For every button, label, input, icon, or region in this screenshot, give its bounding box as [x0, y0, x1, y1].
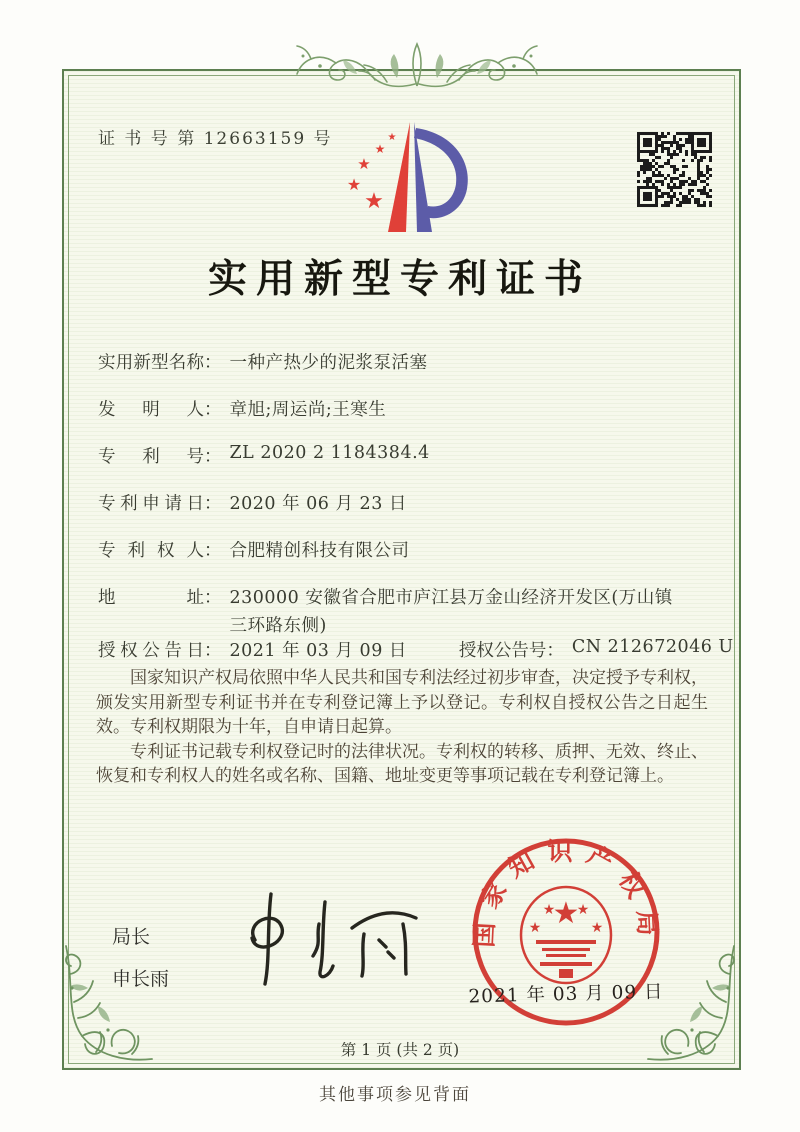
field-value: 章旭;周运尚;王寒生	[229, 400, 387, 420]
svg-text:★: ★	[542, 902, 556, 918]
top-garland-ornament	[287, 12, 547, 92]
grant-number-pair: 授权公告号： CN 212672046 U	[458, 637, 734, 661]
field-value: 合肥精创科技有限公司	[229, 541, 410, 561]
field-value: 一种产热少的泥浆泵活塞	[229, 353, 428, 373]
field-value: 2020 年 06 月 23 日	[229, 494, 407, 514]
official-seal	[456, 822, 676, 1042]
page-info: 第 1 页 (共 2 页)	[340, 1041, 460, 1059]
certificate-number: 证 书 号 第 12663159 号	[98, 129, 333, 149]
svg-text:国家知识产权局	[469, 837, 663, 948]
field-label: 发明人	[98, 400, 204, 420]
field-value: CN 212672046 U	[571, 637, 734, 657]
field-value: ZL 2020 2 1184384.4	[229, 443, 430, 463]
director-signature	[222, 886, 437, 991]
svg-text:★: ★	[364, 189, 384, 214]
back-note: 其他事项参见背面	[319, 1085, 471, 1105]
paragraph: 专利证书记载专利权登记时的法律状况。专利权的转移、质押、无效、终止、恢复和专利权人的姓名或名称、国籍、地址变更等事项记载在专利登记簿上。	[96, 741, 708, 786]
field-label: 实用新型名称	[98, 353, 204, 373]
certificate-title: 实用新型专利证书	[207, 256, 592, 302]
svg-text:★: ★	[357, 155, 371, 173]
field-value: 230000 安徽省合肥市庐江县万金山经济开发区(万山镇三环路东侧)	[229, 588, 673, 636]
legal-paragraphs	[96, 666, 708, 789]
officer-name: 申长雨	[112, 968, 170, 990]
field-row-inventors: 发明人： 章旭;周运尚;王寒生	[98, 396, 386, 421]
officer-block	[112, 916, 169, 1000]
field-label: 授权公告号	[458, 641, 547, 661]
field-label: 专利申请日	[98, 494, 204, 514]
field-row-name: 实用新型名称： 一种产热少的泥浆泵活塞	[98, 349, 428, 374]
field-value: 2021 年 03 月 09 日	[229, 641, 407, 661]
qr-code	[637, 132, 712, 207]
svg-text:★: ★	[387, 132, 397, 143]
svg-text:★: ★	[552, 896, 580, 931]
svg-text:★: ★	[528, 920, 542, 936]
svg-text:★: ★	[576, 902, 590, 918]
field-row-filing-date: 专利申请日： 2020 年 06 月 23 日	[98, 490, 407, 515]
field-row-address: 地址： 230000 安徽省合肥市庐江县万金山经济开发区(万山镇三环路东侧)	[98, 584, 678, 640]
cnipa-logo-icon	[338, 112, 478, 238]
svg-text:★: ★	[346, 175, 362, 194]
field-row-patent-number: 专利号： ZL 2020 2 1184384.4	[98, 443, 430, 467]
national-emblem-icon	[521, 887, 611, 983]
svg-text:★: ★	[590, 920, 604, 936]
field-row-grant	[98, 637, 734, 662]
field-label: 专利权人	[98, 541, 204, 561]
field-label: 授权公告日	[98, 641, 204, 661]
field-row-patentee: 专利权人： 合肥精创科技有限公司	[98, 537, 410, 562]
officer-title: 局长	[112, 926, 151, 948]
seal-date: 2021 年 03 月 09 日	[468, 981, 664, 1008]
seal-ring-text: 国家知识产权局	[469, 836, 663, 949]
field-label: 地址	[98, 588, 204, 608]
paragraph: 国家知识产权局依照中华人民共和国专利法经过初步审查，决定授予专利权，颁发实用新型专利证书并在专利登记簿上予以登记。专利权自授权公告之日起生效。专利权期限为十年，自申请日起算。	[96, 668, 708, 737]
scan-page-edge	[5, 0, 9, 1132]
grant-date-pair: 授权公告日： 2021 年 03 月 09 日	[98, 637, 407, 657]
svg-text:★: ★	[374, 142, 386, 156]
field-label: 专利号	[98, 447, 204, 467]
